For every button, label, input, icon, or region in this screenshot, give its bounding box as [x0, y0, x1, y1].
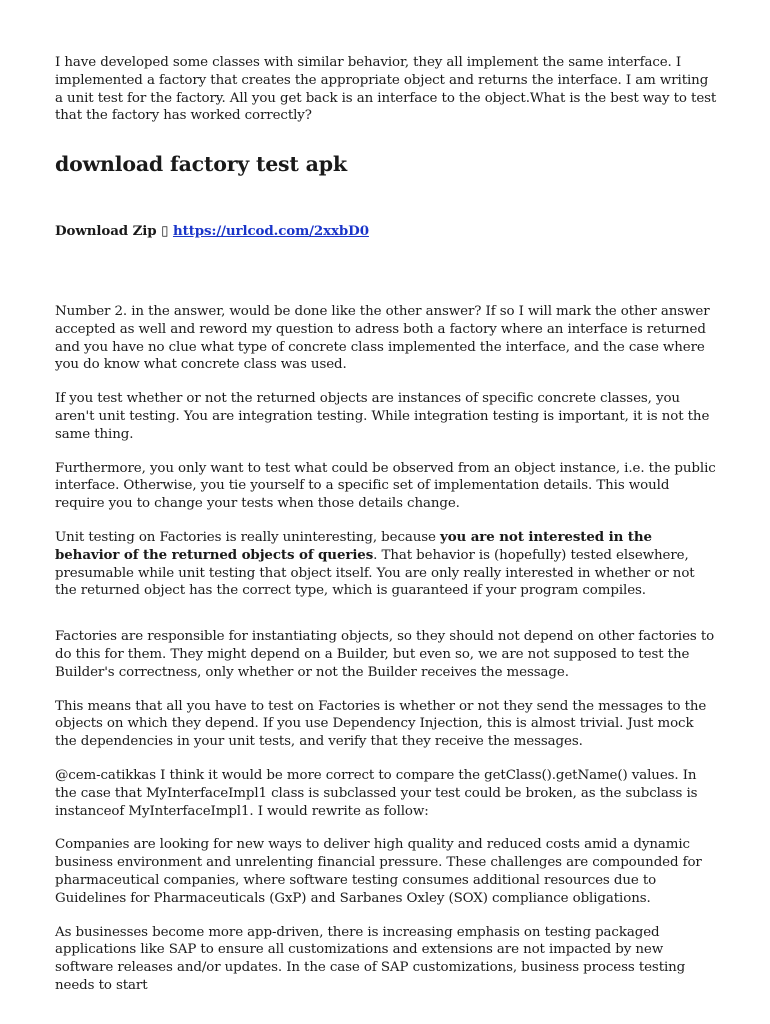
page-title: download factory test apk	[55, 152, 347, 177]
download-line	[55, 223, 717, 241]
article	[55, 54, 717, 995]
paragraph-public-interface: Furthermore, you only want to test what could be observed from an object instance, i.e. the public interface. Otherwise, you tie yourself to a specific set of implementation details. This would require you to change your tests when those details change.	[55, 460, 716, 512]
unit-testing-text-end: . That behavior is (hopefully) tested elsewhere, presumable while unit testing that object itself. You are only really interested in whether or not the returned object has the correct type, which is guaranteed if your program compiles.	[55, 547, 695, 599]
unit-testing-emphasis: you are not interested in the behavior of the returned objects of queries	[55, 528, 652, 563]
paragraph-answer-number: Number 2. in the answer, would be done like the other answer? If so I will mark the other answer accepted as well and reword my question to adress both a factory where an interface is returned and you have no clue what type of concrete class implemented the interface, and the case where you do know what concrete class was used.	[55, 303, 710, 373]
download-label: Download Zip	[55, 223, 157, 240]
paragraph-factories-responsibility: Factories are responsible for instantiating objects, so they should not depend on other factories to do this for them. They might depend on a Builder, but even so, we are not supposed to test the Builder's correctness, only whether or not the Builder receives the message.	[55, 629, 715, 680]
paragraph-dependency-injection: This means that all you have to test on Factories is whether or not they send the messages to the objects on which they depend. If you use Dependency Injection, this is almost trivial. Just mock the dependencies in your unit tests, and verify that they receive the messages.	[55, 698, 707, 750]
paragraph-cem-catikkas: @cem-catikkas I think it would be more correct to compare the getClass().getName() values. In the case that MyInterfaceImpl1 class is subclassed your test could be broken, as the subclass is instanceof MyInterfaceImpl1. I would rewrite as follow:	[55, 767, 698, 819]
intro-paragraph: I have developed some classes with similar behavior, they all implement the same interface. I implemented a factory that creates the appropriate object and returns the interface. I am writing a unit test for the factory. All you get back is an interface to the object.What is the best way to test that the factory has worked correctly?	[55, 55, 717, 124]
paragraph-unit-testing-factories	[55, 529, 717, 600]
download-arrow-icon: ▯	[161, 224, 169, 240]
paragraph-app-driven: As businesses become more app-driven, there is increasing emphasis on testing packaged applications like SAP to ensure all customizations and extensions are not impacted by new software releases and/or updates. In the case of SAP customizations, business process testing needs to start	[55, 924, 686, 993]
unit-testing-text-start: Unit testing on Factories is really uninteresting, because	[55, 529, 441, 545]
download-link[interactable]: https://urlcod.com/2xxbD0	[172, 223, 369, 240]
paragraph-companies: Companies are looking for new ways to deliver high quality and reduced costs amid a dynamic business environment and unrelenting financial pressure. These challenges are compounded for pharmaceutical companies, where software testing consumes additional resources due to Guidelines for Pharmaceuticals (GxP) and Sarbanes Oxley (SOX) compliance obligations.	[55, 837, 702, 906]
paragraph-integration-testing: If you test whether or not the returned objects are instances of specific concrete classes, you aren't unit testing. You are integration testing. While integration testing is important, it is not the same thing.	[55, 391, 710, 442]
